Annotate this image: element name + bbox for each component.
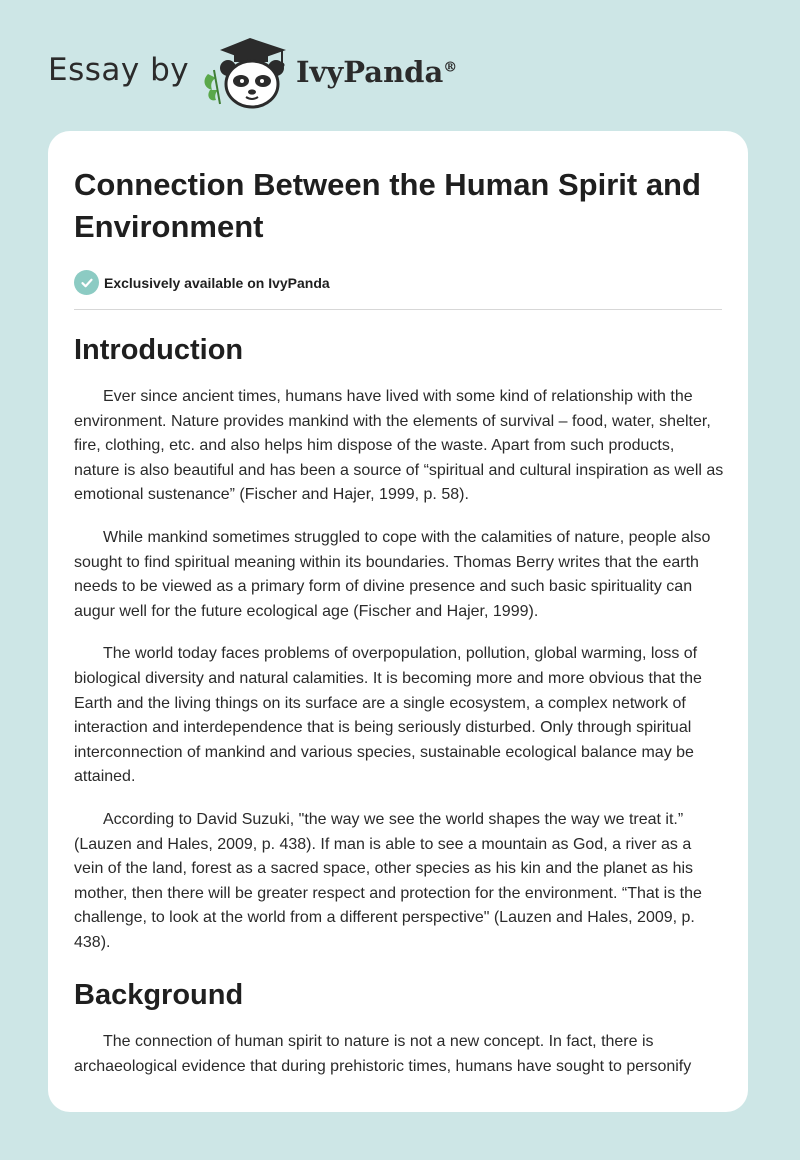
divider <box>74 309 722 310</box>
essay-card <box>48 131 748 1112</box>
site-header <box>0 0 800 130</box>
registered-mark: ® <box>443 59 458 76</box>
paragraph: According to David Suzuki, "the way we see the world shapes the way we treat it.” (Lauzen and Hales, 2009, p. 438). If man is able to see a mountain as God, a river as a vein of the land, forest as a sacred space, other species as his kin and the planet as his mother, then there will be greater respect and protection for the environment. “That is the challenge, to look at the world from a different perspective" (Lauzen and Hales, 2009, p. 438). <box>74 810 702 951</box>
section-heading-introduction: Introduction <box>74 334 244 366</box>
exclusive-badge <box>74 269 724 296</box>
ivy-leaf-icon <box>205 70 220 104</box>
paragraph: The world today faces problems of overpopulation, pollution, global warming, loss of biological diversity and natural calamities. It is becoming more and more obvious that the Earth and the living things on its surface are a single ecosystem, a complex network of interaction and interdependence that is being seriously disturbed. Only through spiritual interconnection of mankind and various species, sustainable ecological balance may be attained. <box>74 645 702 786</box>
paragraph: While mankind sometimes struggled to cope with the calamities of nature, people also sought to find spiritual meaning within its boundaries. Thomas Berry writes that the earth needs to be viewed as a primary form of divine presence and such basic spirituality can augur well for the future ecological age (Fischer and Hajer, 1999). <box>74 528 711 620</box>
paragraph: The connection of human spirit to nature is not a new concept. In fact, there is archaeological evidence that during prehistoric times, humans have sought to personify <box>74 1033 692 1076</box>
panda-graduate-icon[interactable] <box>200 34 292 110</box>
paragraph: Ever since ancient times, humans have lived with some kind of relationship with the environment. Nature provides mankind with the elements of survival – food, water, shelter, fire, clothing, etc. and also helps him dispose of the waste. Apart from such products, nature is also beautiful and has been a source of “spiritual and cultural inspiration as well as emotional sustenance” (Fischer and Hajer, 1999, p. 58). <box>74 388 724 504</box>
section-heading-background: Background <box>74 979 244 1012</box>
exclusive-badge-label: Exclusively available on IvyPanda <box>104 274 330 291</box>
brand-prefix: Essay by <box>48 52 190 88</box>
page-title: Connection Between the Human Spirit and Environment <box>74 167 701 244</box>
essay-content <box>74 131 724 1080</box>
check-icon <box>74 270 99 295</box>
brand-name-text: IvyPanda <box>296 55 444 89</box>
brand-name[interactable] <box>296 55 457 89</box>
